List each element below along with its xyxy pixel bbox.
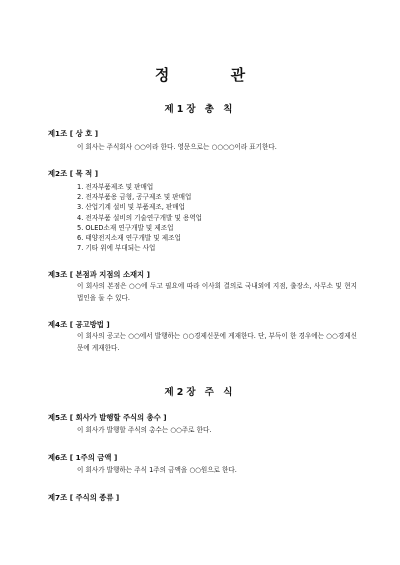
article-4-text: 이 회사의 공고는 ○○에서 발행하는 ○○경제신문에 게재한다. 단, 부득이 한 경우에는 ○○경제신문에 게재한다.	[77, 332, 357, 352]
list-item: 1. 전자부품제조 및 판매업	[77, 183, 154, 191]
article-3-heading: 제3조 [ 본점과 지점의 소재지 ]	[48, 270, 150, 279]
article-2-purpose-list	[77, 182, 202, 253]
article-4-heading: 제4조 [ 공고방법 ]	[48, 320, 110, 329]
article-3-text: 이 회사의 본점은 ○○에 두고 필요에 따라 이사회 결의로 국내외에 지점, 출장소, 사무소 및 현지법인을 둘 수 있다.	[77, 282, 357, 302]
article-5-text: 이 회사가 발행할 주식의 총수는 ○○주로 한다.	[77, 426, 212, 434]
list-item: 4. 전자부품 설비의 기술연구개발 및 용역업	[77, 213, 203, 222]
list-item: 2. 전자부품용 금형, 공구제조 및 판매업	[77, 193, 192, 202]
article-6-heading: 제6조 [ 1주의 금액 ]	[48, 453, 118, 462]
list-item: 3. 산업기계 설비 및 부품제조, 판매업	[77, 203, 186, 212]
document-title: 정 관	[154, 66, 274, 84]
article-6-text: 이 회사가 발행하는 주식 1주의 금액을 ○○원으로 한다.	[77, 466, 237, 474]
list-item: 7. 기타 위에 부대되는 사업	[77, 244, 156, 253]
article-7-heading: 제7조 [ 주식의 종류 ]	[48, 493, 120, 502]
article-2-heading: 제2조 [ 목 적 ]	[48, 169, 99, 178]
article-1-heading: 제1조 [ 상 호 ]	[48, 129, 99, 138]
chapter-1-title: 제1장 총 칙	[164, 104, 236, 115]
article-1-text: 이 회사는 주식회사 ○○이라 한다. 영문으로는 ○○○○이라 표기한다.	[77, 143, 277, 151]
list-item: 6. 태양전지소재 연구개발 및 제조업	[77, 234, 181, 243]
chapter-2-title: 제2장 주 식	[164, 387, 236, 398]
article-5-heading: 제5조 [ 회사가 발행할 주식의 총수 ]	[48, 413, 167, 422]
list-item: 5. OLED소재 연구개발 및 제조업	[77, 223, 174, 232]
